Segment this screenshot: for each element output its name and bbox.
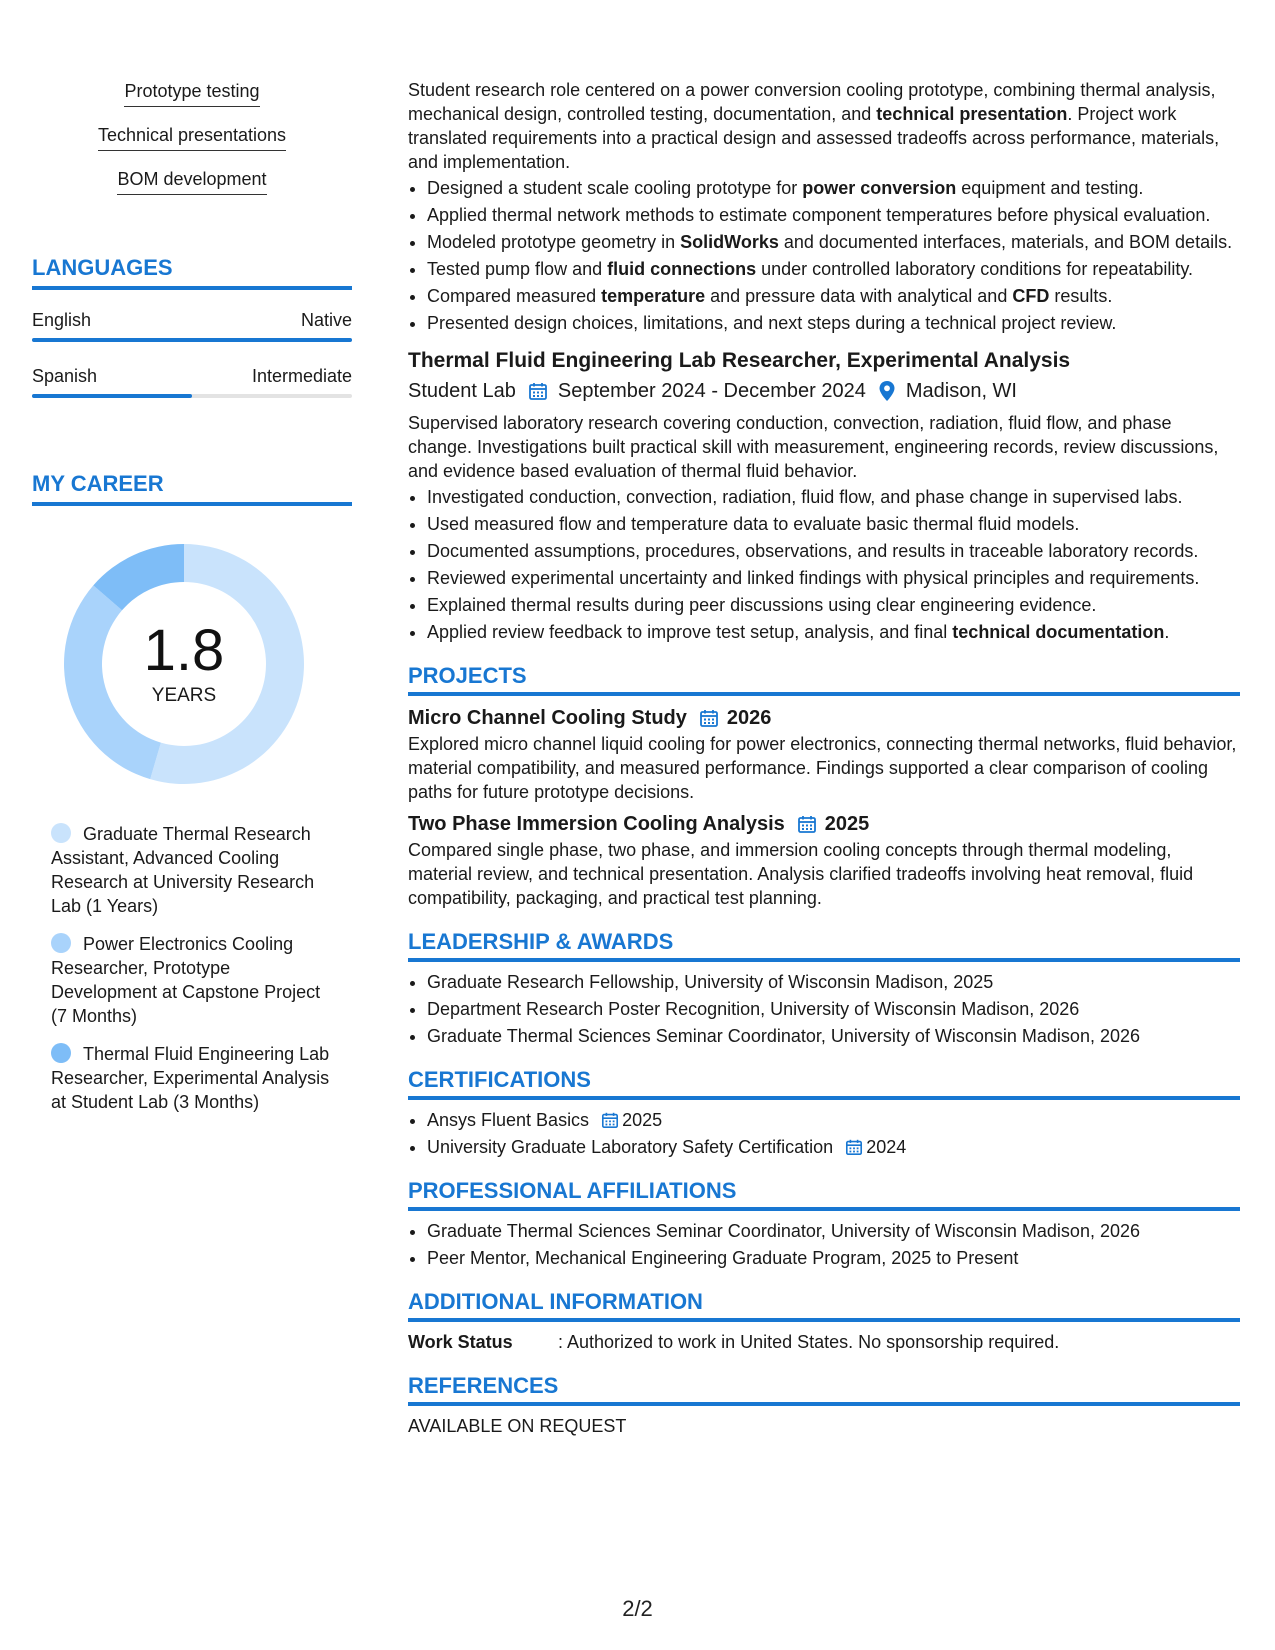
job-bullet: • Investigated conduction, convection, radiation, fluid flow, and phase change in supervised labs. — [427, 485, 1240, 509]
language-bar — [32, 394, 352, 398]
language-level: Intermediate — [251, 366, 352, 386]
project-description: Explored micro channel liquid cooling for power electronics, connecting thermal networks, fluid behavior, material compatibility, and measured performance. Findings supported a clear comparison of cooling paths for future prototype decisions. — [408, 734, 1237, 802]
awards-heading: LEADERSHIP & AWARDS — [408, 928, 1240, 962]
career-legend-item: Graduate Thermal Research Assistant, Advanced Cooling Research at University Research Lab (1 Years) — [51, 824, 315, 916]
job-bullets — [408, 176, 1240, 335]
award-item: • Department Research Poster Recognition, University of Wisconsin Madison, 2026 — [427, 997, 1240, 1021]
job-bullet: • Used measured flow and temperature data to evaluate basic thermal fluid models. — [427, 512, 1240, 536]
job-summary: Supervised laboratory research covering conduction, convection, radiation, fluid flow, and phase change. Investigations built practical skill with measurement, engineering records, review discussions, and evidence based evaluation of thermal fluid behavior. — [408, 413, 1219, 481]
language-name: English — [32, 310, 92, 330]
job-summary: Student research role centered on a power conversion cooling prototype, combining thermal analysis, mechanical design, controlled testing, documentation, and technical presentation. Project work translated requirements into a practical design and assessed tradeoffs across performance, materials, and implementation. — [408, 80, 1220, 172]
language-name: Spanish — [32, 366, 98, 386]
legend-dot — [51, 933, 71, 953]
job-bullets — [408, 485, 1240, 644]
projects-heading: PROJECTS — [408, 662, 1240, 696]
language-bar — [32, 338, 352, 342]
references-heading: REFERENCES — [408, 1372, 1240, 1406]
job-location: Madison, WI — [905, 380, 1017, 402]
award-item: • Graduate Research Fellowship, University of Wisconsin Madison, 2025 — [427, 970, 1240, 994]
language-english — [32, 308, 352, 342]
career-heading: MY CAREER — [32, 470, 352, 506]
calendar-icon — [601, 1111, 619, 1129]
certifications-heading: CERTIFICATIONS — [408, 1066, 1240, 1100]
left-column — [32, 80, 352, 1128]
project-year: 2025 — [824, 813, 870, 835]
career-legend-item: Thermal Fluid Engineering Lab Researcher, Experimental Analysis at Student Lab (3 Months) — [51, 1044, 330, 1112]
languages-heading: LANGUAGES — [32, 254, 352, 290]
language-bar-fill — [32, 338, 352, 342]
certification-year: 2025 — [622, 1110, 663, 1130]
skill-item: Prototype testing — [124, 80, 259, 107]
job-bullet: • Applied review feedback to improve test setup, analysis, and final technical documentation. — [427, 620, 1240, 644]
job-bullet: • Designed a student scale cooling prototype for power conversion equipment and testing. — [427, 176, 1240, 200]
project-item — [408, 810, 1240, 910]
job-bullet: • Explained thermal results during peer discussions using clear engineering evidence. — [427, 593, 1240, 617]
project-year: 2026 — [726, 707, 772, 729]
additional-info-value: : Authorized to work in United States. No sponsorship required. — [558, 1332, 1060, 1352]
career-legend-item: Power Electronics Cooling Researcher, Prototype Development at Capstone Project (7 Months) — [51, 934, 321, 1026]
job-bullet: • Reviewed experimental uncertainty and linked findings with physical principles and requirements. — [427, 566, 1240, 590]
job-bullet: • Tested pump flow and fluid connections under controlled laboratory conditions for repeatability. — [427, 257, 1240, 281]
references-text: AVAILABLE ON REQUEST — [408, 1416, 627, 1436]
job-bullet: • Compared measured temperature and pressure data with analytical and CFD results. — [427, 284, 1240, 308]
career-legend — [32, 822, 341, 1114]
certification-item — [427, 1108, 1240, 1132]
project-name: Two Phase Immersion Cooling Analysis — [408, 813, 785, 835]
job-meta — [408, 377, 1240, 405]
language-spanish — [32, 364, 352, 398]
certification-name: • Ansys Fluent Basics — [427, 1110, 590, 1130]
job-bullet: • Documented assumptions, procedures, observations, and results in traceable laboratory records. — [427, 539, 1240, 563]
career-total-unit: YEARS — [151, 685, 217, 706]
additional-info-key: Work Status — [408, 1332, 513, 1352]
affiliations-heading: PROFESSIONAL AFFILIATIONS — [408, 1177, 1240, 1211]
skill-item: BOM development — [117, 168, 266, 195]
job-title: Thermal Fluid Engineering Lab Researcher, Experimental Analysis — [408, 349, 1071, 372]
job-bullet: • Modeled prototype geometry in SolidWorks and documented interfaces, materials, and BOM details. — [427, 230, 1240, 254]
page-number: 2/2 — [622, 1596, 653, 1621]
additional-info-heading: ADDITIONAL INFORMATION — [408, 1288, 1240, 1322]
certification-item — [427, 1135, 1240, 1159]
job-dates: September 2024 - December 2024 — [557, 380, 866, 402]
legend-dot — [51, 1043, 71, 1063]
affiliation-item: • Graduate Thermal Sciences Seminar Coordinator, University of Wisconsin Madison, 2026 — [427, 1219, 1240, 1243]
career-total-value: 1.8 — [143, 618, 225, 683]
project-name: Micro Channel Cooling Study — [408, 707, 687, 729]
career-donut-chart — [64, 544, 304, 784]
skill-item: Technical presentations — [98, 124, 286, 151]
right-column — [408, 78, 1240, 1438]
project-item — [408, 704, 1240, 804]
certification-name: • University Graduate Laboratory Safety Certification — [427, 1137, 834, 1157]
affiliation-item: • Peer Mentor, Mechanical Engineering Graduate Program, 2025 to Present — [427, 1246, 1240, 1270]
job-bullet: • Presented design choices, limitations, and next steps during a technical project review. — [427, 311, 1240, 335]
language-bar-fill — [32, 394, 192, 398]
certifications-list — [408, 1108, 1240, 1159]
additional-info-row — [408, 1330, 1240, 1354]
map-pin-icon — [878, 380, 896, 402]
affiliations-list — [408, 1219, 1240, 1270]
calendar-icon — [845, 1138, 863, 1156]
calendar-icon — [797, 814, 817, 834]
calendar-icon — [528, 381, 548, 401]
certification-year: 2024 — [866, 1137, 907, 1157]
language-level: Native — [300, 310, 352, 330]
calendar-icon — [699, 708, 719, 728]
skills-list — [32, 80, 352, 212]
award-item: • Graduate Thermal Sciences Seminar Coordinator, University of Wisconsin Madison, 2026 — [427, 1024, 1240, 1048]
awards-list — [408, 970, 1240, 1048]
legend-dot — [51, 823, 71, 843]
project-description: Compared single phase, two phase, and immersion cooling concepts through thermal modeling, material review, and technical presentation. Analysis clarified tradeoffs involving heat removal, fluid compatibility, packaging, and practical test planning. — [408, 840, 1194, 908]
job-employer: Student Lab — [408, 380, 516, 402]
job-bullet: • Applied thermal network methods to estimate component temperatures before physical evaluation. — [427, 203, 1240, 227]
